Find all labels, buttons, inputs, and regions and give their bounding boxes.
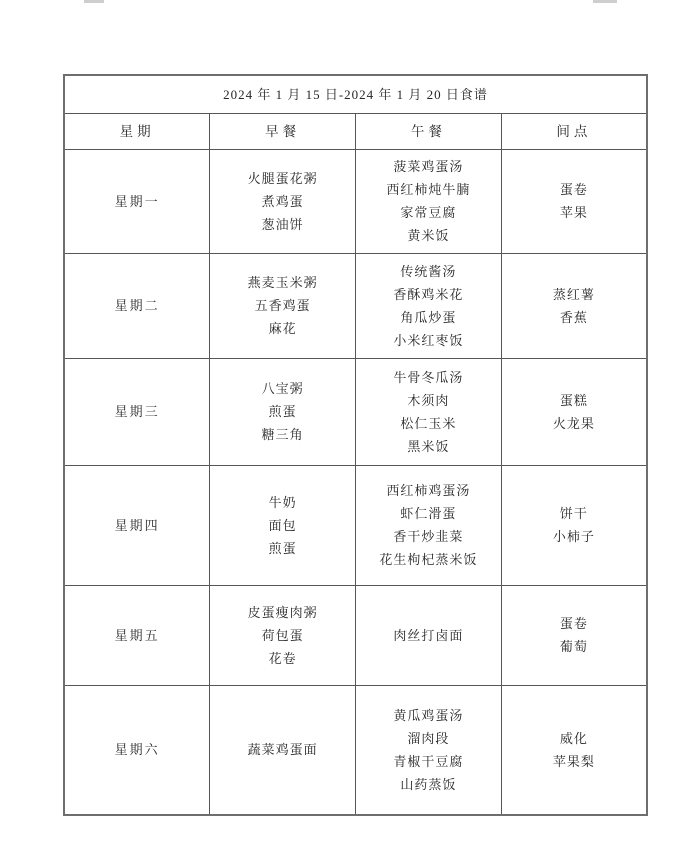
snack-item: 蛋糕 xyxy=(559,392,588,408)
lunch-cell xyxy=(356,358,502,465)
breakfast-item: 面包 xyxy=(268,517,297,533)
column-header-snack: 间点 xyxy=(501,113,647,149)
lunch-item: 黄米饭 xyxy=(407,228,450,243)
menu-row xyxy=(64,465,647,585)
day-cell: 星期六 xyxy=(64,685,210,815)
snack-item: 饼干 xyxy=(559,506,588,521)
breakfast-item: 五香鸡蛋 xyxy=(254,298,311,313)
day-cell: 星期二 xyxy=(64,253,210,358)
lunch-item: 角瓜炒蛋 xyxy=(400,309,457,325)
snack-item: 苹果梨 xyxy=(552,753,595,769)
lunch-cell xyxy=(356,585,502,685)
snack-item: 火龙果 xyxy=(552,415,595,431)
header-row xyxy=(64,113,647,149)
column-header-breakfast: 早餐 xyxy=(210,113,356,149)
day-cell: 星期一 xyxy=(64,149,210,253)
lunch-item: 松仁玉米 xyxy=(400,415,457,431)
lunch-item: 小米红枣饭 xyxy=(393,332,464,348)
top-edge-fragment-right xyxy=(593,0,617,3)
title-row xyxy=(64,75,647,113)
day-cell: 星期三 xyxy=(64,358,210,465)
menu-row xyxy=(64,253,647,358)
breakfast-cell xyxy=(210,465,356,585)
breakfast-cell xyxy=(210,149,356,253)
lunch-cell xyxy=(356,685,502,815)
column-header-lunch: 午餐 xyxy=(356,113,502,149)
menu-row xyxy=(64,149,647,253)
menu-row xyxy=(64,358,647,465)
lunch-item: 黑米饭 xyxy=(407,438,450,454)
breakfast-item: 皮蛋瘦肉粥 xyxy=(247,604,318,620)
top-edge-fragment-left xyxy=(84,0,104,3)
lunch-item: 青椒干豆腐 xyxy=(393,753,464,769)
breakfast-item: 蔬菜鸡蛋面 xyxy=(247,742,318,758)
lunch-cell xyxy=(356,465,502,585)
lunch-item: 花生枸杞蒸米饭 xyxy=(379,552,478,567)
lunch-item: 香酥鸡米花 xyxy=(393,286,464,302)
lunch-item: 木须肉 xyxy=(407,392,450,408)
snack-cell xyxy=(501,465,647,585)
snack-item: 威化 xyxy=(559,730,588,746)
breakfast-cell xyxy=(210,585,356,685)
breakfast-item: 糖三角 xyxy=(261,427,304,442)
breakfast-item: 煮鸡蛋 xyxy=(261,193,304,209)
column-header-weekday: 星期 xyxy=(64,113,210,149)
lunch-item: 西红柿炖牛腩 xyxy=(386,182,471,197)
snack-cell xyxy=(501,149,647,253)
lunch-item: 牛骨冬瓜汤 xyxy=(393,369,464,385)
day-cell: 星期四 xyxy=(64,465,210,585)
snack-item: 蒸红薯 xyxy=(552,286,595,302)
breakfast-item: 牛奶 xyxy=(268,494,297,510)
menu-table-body xyxy=(64,149,647,815)
snack-cell xyxy=(501,585,647,685)
breakfast-item: 火腿蛋花粥 xyxy=(247,170,318,186)
lunch-item: 黄瓜鸡蛋汤 xyxy=(393,707,464,723)
breakfast-item: 八宝粥 xyxy=(261,381,304,396)
lunch-item: 溜肉段 xyxy=(407,730,450,746)
menu-table xyxy=(63,74,648,816)
breakfast-cell xyxy=(210,358,356,465)
snack-item: 蛋卷 xyxy=(559,182,588,197)
breakfast-item: 葱油饼 xyxy=(261,216,304,232)
lunch-item: 山药蒸饭 xyxy=(400,776,457,792)
lunch-cell xyxy=(356,149,502,253)
lunch-item: 传统酱汤 xyxy=(400,263,457,279)
snack-item: 香蕉 xyxy=(559,309,588,325)
lunch-item: 虾仁滑蛋 xyxy=(400,506,457,521)
breakfast-item: 煎蛋 xyxy=(268,404,297,419)
breakfast-item: 燕麦玉米粥 xyxy=(247,275,318,290)
snack-cell xyxy=(501,253,647,358)
lunch-item: 肉丝打卤面 xyxy=(393,627,464,643)
breakfast-cell xyxy=(210,685,356,815)
breakfast-cell xyxy=(210,253,356,358)
breakfast-item: 麻花 xyxy=(268,321,297,336)
snack-item: 蛋卷 xyxy=(559,616,588,631)
snack-item: 葡萄 xyxy=(559,639,588,654)
menu-row xyxy=(64,685,647,815)
snack-cell xyxy=(501,358,647,465)
lunch-item: 家常豆腐 xyxy=(400,205,457,220)
snack-item: 苹果 xyxy=(559,205,588,220)
snack-cell xyxy=(501,685,647,815)
breakfast-item: 花卷 xyxy=(268,650,297,666)
menu-row xyxy=(64,585,647,685)
lunch-item: 菠菜鸡蛋汤 xyxy=(393,159,464,174)
breakfast-item: 荷包蛋 xyxy=(261,627,304,643)
breakfast-item: 煎蛋 xyxy=(268,540,297,556)
day-cell: 星期五 xyxy=(64,585,210,685)
lunch-item: 香干炒韭菜 xyxy=(393,529,464,544)
lunch-item: 西红柿鸡蛋汤 xyxy=(386,483,471,498)
table-title: 2024 年 1 月 15 日-2024 年 1 月 20 日食谱 xyxy=(64,75,647,113)
snack-item: 小柿子 xyxy=(552,529,595,544)
lunch-cell xyxy=(356,253,502,358)
